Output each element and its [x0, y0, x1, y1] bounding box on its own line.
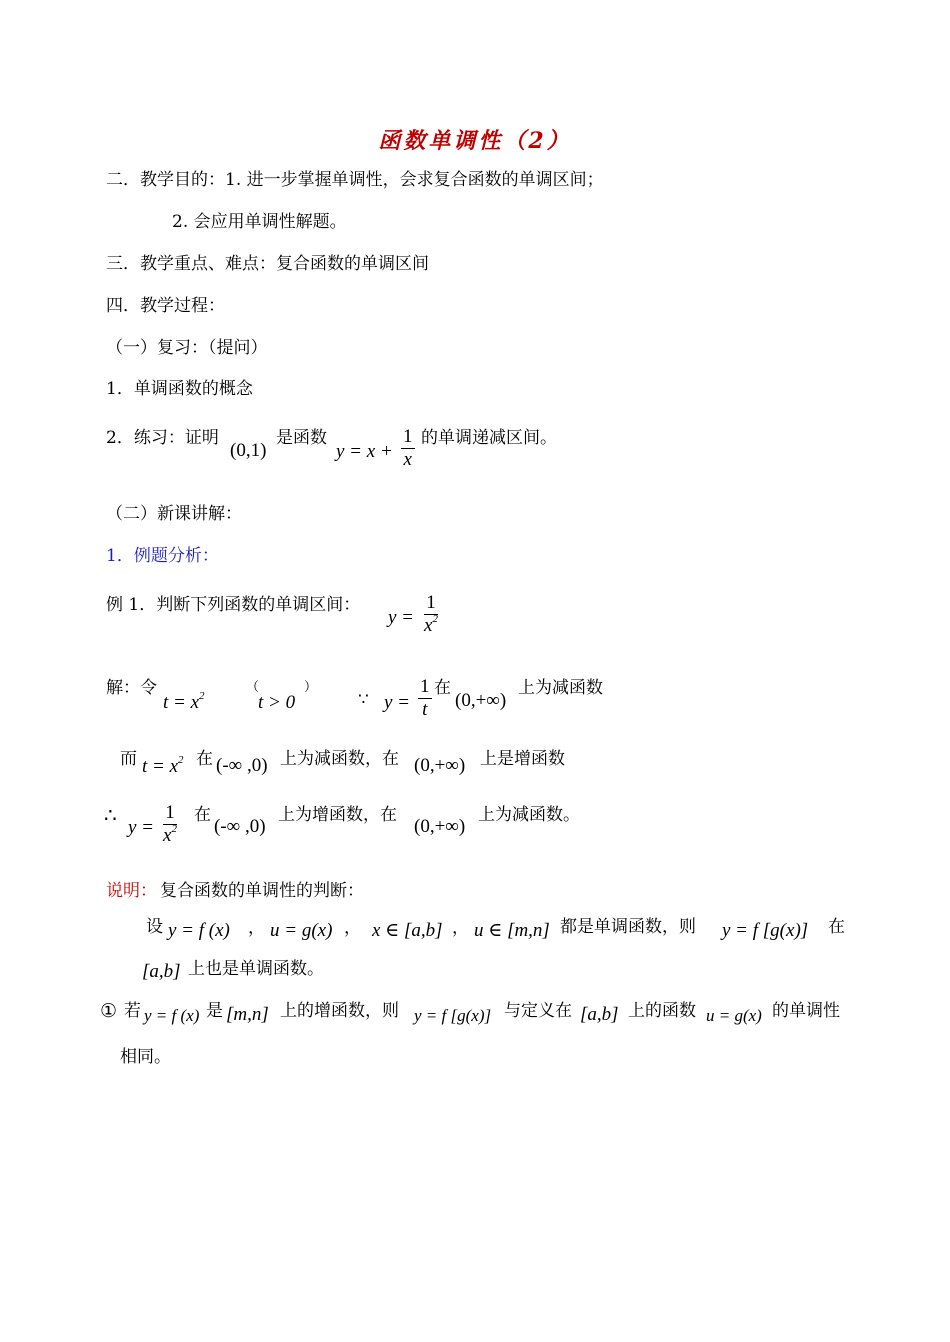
solution-condition: t > 0: [258, 692, 296, 713]
fraction-denominator: t: [422, 699, 428, 720]
explanation-composite: y = f [g(x)]: [722, 920, 809, 941]
rule-1-monotonicity: 的单调性: [772, 1001, 840, 1021]
fraction-denominator: x: [163, 825, 172, 846]
exponent: 2: [199, 690, 205, 702]
while-er: 而: [120, 749, 137, 769]
review-item-2-mid: 是函数: [276, 428, 327, 448]
process-heading: 四．教学过程：: [106, 296, 225, 316]
rule-1-mn: [m,n]: [226, 1004, 269, 1025]
rule-1-function-on: 上的函数: [628, 1001, 696, 1021]
therefore-increasing: 上为增函数，在: [278, 805, 397, 825]
therefore-interval-pos: (0,+∞): [414, 816, 466, 837]
solution-fraction: [416, 676, 434, 721]
review-item-2-suffix: 的单调递减区间。: [421, 428, 557, 448]
solution-label: 解：令: [106, 678, 157, 698]
review-item-2-fraction: [399, 426, 417, 471]
review-item-1: 1．单调函数的概念: [106, 379, 253, 399]
therefore-decreasing: 上为减函数。: [478, 805, 580, 825]
rule-1-composite: y = f [g(x)]: [414, 1006, 492, 1025]
rule-1-is: 是: [206, 1001, 223, 1021]
fraction-denominator: x: [424, 615, 433, 636]
solution-y-lhs: y =: [384, 692, 411, 713]
therefore-at: 在: [194, 805, 211, 825]
review-item-2-prefix: 2．练习：证明: [106, 428, 219, 448]
key-points: 三．教学重点、难点：复合函数的单调区间: [106, 254, 429, 274]
explanation-label: 说明：: [106, 881, 157, 901]
rule-1-same: 相同。: [120, 1047, 171, 1067]
explanation-set: 设: [146, 917, 163, 937]
exponent: 2: [432, 613, 438, 625]
exponent: 2: [171, 823, 177, 835]
example-1-fraction: [422, 592, 440, 637]
exponent: 2: [178, 754, 184, 766]
explanation-x-domain: x ∈ [a,b]: [372, 920, 443, 941]
explanation-u-domain: u ∈ [m,n]: [474, 920, 550, 941]
t-equals-x: t = x: [142, 756, 179, 777]
explanation-g-def: u = g(x): [270, 920, 333, 941]
review-item-2-func: y = x +: [336, 441, 393, 462]
therefore-fraction: [161, 802, 179, 847]
rule-1-increasing-then: 上的增函数，则: [280, 1001, 399, 1021]
explanation-ab: [a,b]: [142, 961, 181, 982]
while-increasing: 上是增函数: [480, 749, 565, 769]
rule-1-defined-on: 与定义在: [504, 1001, 572, 1021]
paren-close: ）: [304, 680, 318, 695]
fraction-numerator: 1: [403, 426, 413, 447]
rule-1-f-def: y = f (x): [144, 1006, 200, 1025]
while-t-def: [142, 756, 184, 778]
solution-interval: (0,+∞): [455, 690, 507, 711]
review-heading: （一）复习：（提问）: [106, 338, 268, 358]
comma: ，: [248, 918, 265, 938]
rule-1-marker: ①: [100, 1000, 118, 1022]
example-1-text: 例 1．判断下列函数的单调区间：: [106, 595, 361, 615]
explanation-text: 复合函数的单调性的判断：: [160, 881, 364, 901]
therefore-symbol: ∴: [104, 803, 117, 827]
rule-1-if: 若: [124, 1001, 141, 1021]
example-1-lhs: y =: [388, 607, 415, 628]
fraction-denominator: x: [403, 449, 412, 470]
therefore-y-lhs: y =: [128, 817, 155, 838]
explanation-both-monotonic: 都是单调函数，则: [560, 917, 696, 937]
goals-line-2: 2. 会应用单调性解题。: [172, 212, 347, 232]
explanation-at: 在: [828, 917, 845, 937]
explanation-f-def: y = f (x): [168, 920, 230, 941]
fraction-numerator: 1: [424, 592, 438, 615]
solution-at: 在: [434, 678, 451, 698]
new-lesson-heading: （二）新课讲解：: [106, 504, 242, 524]
comma: ，: [452, 918, 469, 938]
while-interval-neg: (-∞ ,0): [216, 755, 268, 776]
paren-open: （: [246, 680, 260, 695]
fraction-numerator: 1: [420, 676, 430, 697]
solution-t-def: [163, 692, 205, 714]
while-at: 在: [196, 749, 213, 769]
fraction-numerator: 1: [163, 802, 177, 825]
explanation-also-monotonic: 上也是单调函数。: [188, 959, 324, 979]
review-item-2-interval: (0,1): [230, 440, 267, 461]
comma: ，: [344, 918, 361, 938]
solution-decreasing: 上为减函数: [518, 678, 603, 698]
page-title: 函数单调性（2）: [378, 128, 572, 154]
therefore-interval-neg: (-∞ ,0): [214, 816, 266, 837]
t-equals-x: t = x: [163, 692, 200, 713]
while-decreasing: 上为减函数，在: [280, 749, 399, 769]
while-interval-pos: (0,+∞): [414, 755, 466, 776]
rule-1-u-def: u = g(x): [706, 1006, 762, 1025]
example-heading: 1．例题分析：: [106, 546, 219, 566]
because-symbol: ∵: [358, 690, 369, 710]
goals-line-1: 二．教学目的：1. 进一步掌握单调性，会求复合函数的单调区间；: [106, 170, 604, 190]
rule-1-ab: [a,b]: [580, 1004, 619, 1025]
